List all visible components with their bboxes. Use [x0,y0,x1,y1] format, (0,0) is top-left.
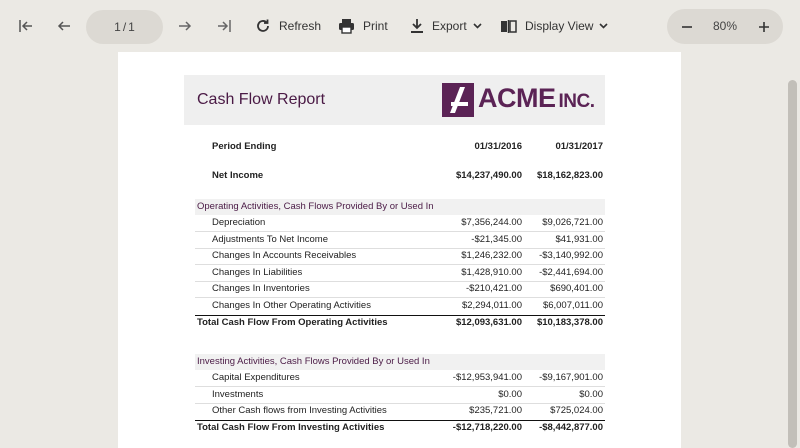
chevron-down-icon [473,23,482,29]
page-indicator[interactable] [86,10,163,44]
report-viewer [0,52,800,448]
download-icon [410,18,424,34]
book-icon [500,18,517,34]
operating-total-label: Total Cash Flow From Operating Activities [197,317,388,328]
row-label: Other Cash flows from Investing Activities [212,405,387,416]
row-label: Investments [212,389,264,400]
row-value-2017: -$3,140,992.00 [539,250,603,261]
table-row [195,298,605,314]
current-page: 1 [114,20,121,34]
next-page-button[interactable] [171,0,199,52]
row-label: Changes In Other Operating Activities [212,300,371,311]
viewer-toolbar [0,0,800,52]
row-label: Adjustments To Net Income [212,234,328,245]
acme-logo-icon [442,83,474,117]
logo-main: ACME [478,83,556,113]
row-value-2016: $7,356,244.00 [461,217,522,228]
refresh-button[interactable] [255,0,321,52]
row-value-2016: $0.00 [498,389,522,400]
logo-text [478,81,595,119]
table-row [195,403,605,419]
net-income-row [195,168,605,184]
row-label: Changes In Inventories [212,283,310,294]
investing-section-header: Investing Activities, Cash Flows Provided By or Used In [195,354,605,370]
row-label: Capital Expenditures [212,372,300,383]
period-2016: 01/31/2016 [474,141,522,152]
row-value-2017: $725,024.00 [550,405,603,416]
period-header-row [195,139,605,155]
investing-total-row [195,420,605,434]
row-value-2017: $6,007,011.00 [542,300,603,311]
row-value-2016: -$12,953,941.00 [452,372,522,383]
zoom-out-button[interactable] [669,9,704,44]
first-page-button[interactable] [12,0,40,52]
table-row [195,215,605,231]
row-value-2017: -$9,167,901.00 [539,372,603,383]
chevron-down-icon [599,23,608,29]
zoom-level[interactable]: 80% [712,19,738,33]
plus-icon [758,21,770,33]
row-value-2016: -$210,421.00 [466,283,522,294]
arrow-left-icon [55,17,73,35]
print-button[interactable] [338,0,388,52]
report-title: Cash Flow Report [197,91,326,108]
investing-total-2016: -$12,718,220.00 [452,422,522,433]
row-value-2016: -$21,345.00 [471,234,522,245]
total-pages: 1 [128,20,135,34]
table-row [195,387,605,403]
zoom-control [667,9,783,44]
row-label: Changes In Accounts Receivables [212,250,357,261]
logo-suffix: INC. [558,91,595,112]
row-value-2017: $41,931.00 [555,234,603,245]
refresh-icon [255,18,271,34]
row-value-2017: $9,026,721.00 [542,217,603,228]
arrow-right-icon [176,17,194,35]
print-label: Print [363,19,388,33]
table-row [195,370,605,386]
first-page-icon [17,17,35,35]
row-value-2016: $1,246,232.00 [461,250,522,261]
net-income-2016: $14,237,490.00 [455,170,522,181]
export-button[interactable] [410,0,482,52]
vertical-scrollbar[interactable] [788,80,797,448]
row-value-2016: $1,428,910.00 [461,267,522,278]
printer-icon [338,18,355,34]
row-value-2017: -$2,441,694.00 [539,267,603,278]
minus-icon [681,21,693,33]
period-2017: 01/31/2017 [555,141,603,152]
row-value-2017: $0.00 [579,389,603,400]
operating-total-2017: $10,183,378.00 [536,317,603,328]
previous-page-button[interactable] [50,0,78,52]
export-label: Export [432,19,467,33]
last-page-button[interactable] [210,0,238,52]
row-value-2016: $2,294,011.00 [461,300,522,311]
display-view-button[interactable] [500,0,608,52]
operating-section-header: Operating Activities, Cash Flows Provided By or Used In [195,199,605,215]
table-row [195,232,605,248]
refresh-label: Refresh [279,19,322,33]
row-value-2017: $690,401.00 [550,283,603,294]
operating-total-row [195,315,605,329]
report-header [184,75,605,125]
table-row [195,265,605,281]
zoom-in-button[interactable] [746,9,781,44]
net-income-2017: $18,162,823.00 [536,170,603,181]
investing-total-label: Total Cash Flow From Investing Activities [197,422,385,433]
operating-total-2016: $12,093,631.00 [455,317,522,328]
period-label: Period Ending [212,141,277,152]
acme-logo [442,82,595,118]
report-page [118,52,681,448]
table-row [195,281,605,297]
row-label: Depreciation [212,217,266,228]
row-label: Changes In Liabilities [212,267,303,278]
net-income-label: Net Income [212,170,264,181]
display-view-label: Display View [525,19,594,33]
investing-total-2017: -$8,442,877.00 [539,422,603,433]
last-page-icon [215,17,233,35]
table-row [195,248,605,264]
page-separator: / [122,20,127,34]
row-value-2016: $235,721.00 [469,405,522,416]
